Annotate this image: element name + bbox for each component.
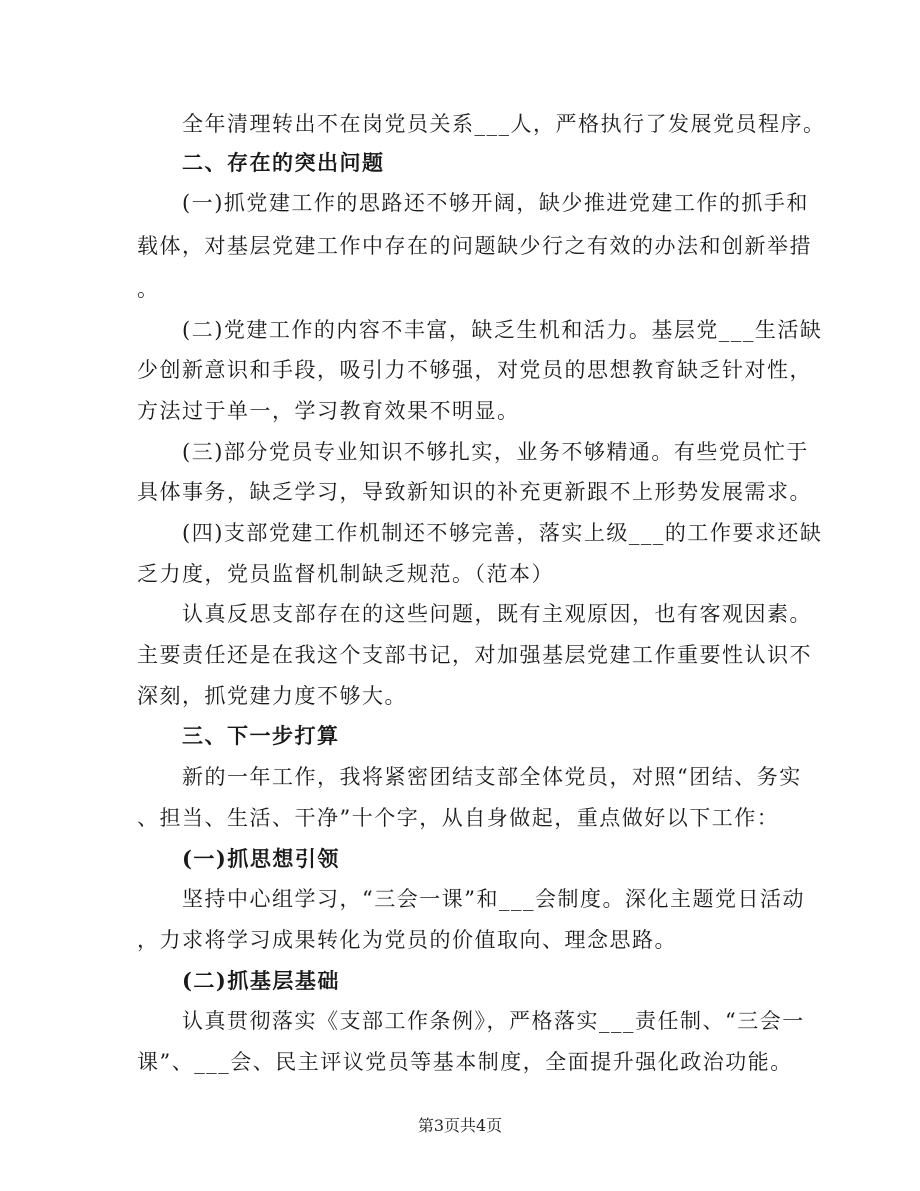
paragraph-line: 、担当、生活、干净”十个字，从自身做起，重点做好以下工作：	[137, 806, 780, 830]
subsection-heading: (二)抓基层基础	[182, 968, 340, 993]
paragraph-line: 课”、___会、民主评议党员等基本制度，全面提升强化政治功能。	[137, 1050, 793, 1074]
paragraph-line: 深刻，抓党建力度不够大。	[137, 684, 407, 708]
paragraph-line: 认真贯彻落实《支部工作条例》，严格落实___责任制、“三会一	[182, 1009, 805, 1033]
paragraph-line: (一)抓党建工作的思路还不够开阔，缺少推进党建工作的抓手和	[182, 191, 809, 215]
paragraph-line: 载体，对基层党建工作中存在的问题缺少行之有效的办法和创新举措	[137, 234, 812, 258]
paragraph-line: (二)党建工作的内容不丰富，缺乏生机和活力。基层党___生活缺	[182, 318, 823, 342]
section-heading: 三、下一步打算	[182, 723, 340, 748]
paragraph-line: 坚持中心组学习，“三会一课”和___会制度。深化主题党日活动	[182, 887, 805, 911]
paragraph-line: 全年清理转出不在岗党员关系___人，严格执行了发展党员程序。	[182, 112, 826, 136]
page-number: 第3页共4页	[417, 1116, 503, 1135]
section-heading: 二、存在的突出问题	[182, 150, 385, 175]
paragraph-line: 方法过于单一，学习教育效果不明显。	[137, 399, 520, 423]
paragraph-line: (四)支部党建工作机制还不够完善，落实上级___的工作要求还缺	[182, 521, 823, 545]
paragraph-line: 乏力度，党员监督机制缺乏规范。（范本）	[137, 562, 554, 586]
paragraph-line: 。	[137, 277, 160, 301]
paragraph-line: 认真反思支部存在的这些问题，既有主观原因，也有客观因素。	[182, 602, 812, 626]
paragraph-line: ，力求将学习成果转化为党员的价值取向、理念思路。	[137, 928, 677, 952]
paragraph-line: 少创新意识和手段，吸引力不够强，对党员的思想教育缺乏针对性，	[137, 358, 812, 382]
paragraph-line: 新的一年工作，我将紧密团结支部全体党员，对照“团结、务实	[182, 765, 802, 789]
paragraph-line: 主要责任还是在我这个支部书记，对加强基层党建工作重要性认识不	[137, 643, 812, 667]
subsection-heading: (一)抓思想引领	[182, 846, 340, 871]
paragraph-line: (三)部分党员专业知识不够扎实，业务不够精通。有些党员忙于	[182, 440, 809, 464]
paragraph-line: 具体事务，缺乏学习，导致新知识的补充更新跟不上形势发展需求。	[137, 480, 812, 504]
